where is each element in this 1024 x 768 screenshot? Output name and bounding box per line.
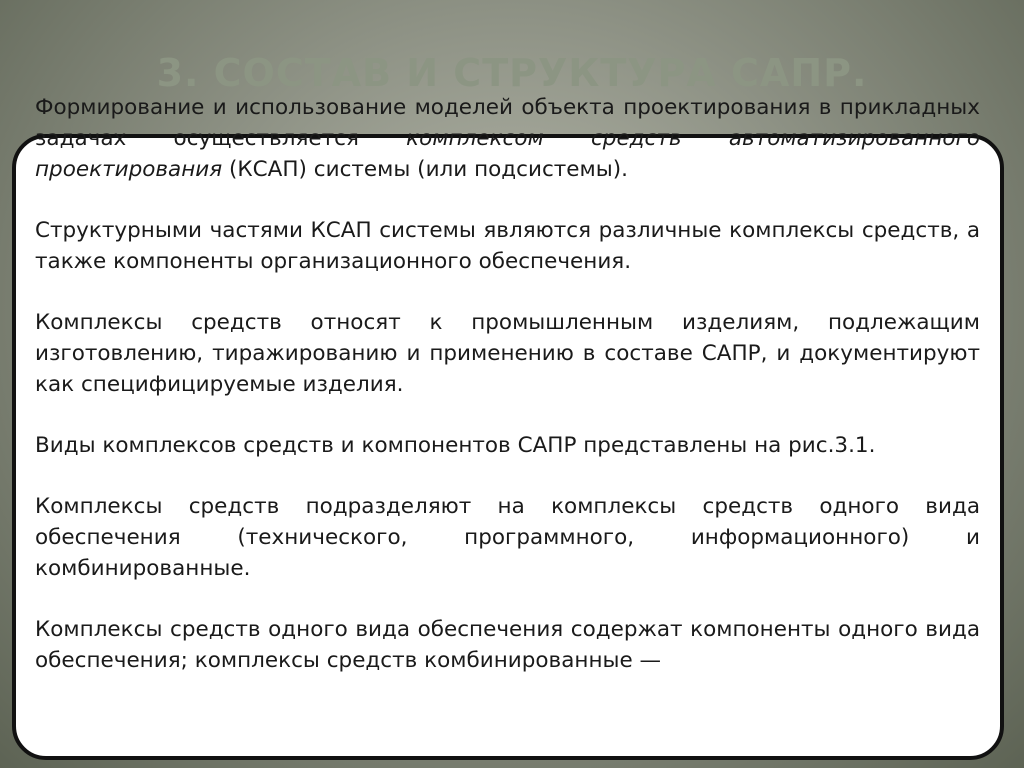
paragraph-complex-types: Комплексы средств подразделяют на комплексы средств одного вида обеспечения (технического, программного, информационного) и комбинированные. [35, 494, 980, 581]
paragraph-ksap-definition [35, 92, 980, 185]
paragraph-ksap-parts: Структурными частями КСАП системы являются различные комплексы средств, а также компоненты организационного обеспечения. [35, 218, 980, 274]
ksap-text-end: (КСАП) системы (или подсистемы). [222, 157, 628, 182]
slide-title: 3. СОСТАВ И СТРУКТУРА САПР. [156, 51, 868, 95]
ksap-text-start: Формирование и использование моделей объекта проектирования в прикладных задачах осуществляется [35, 95, 980, 151]
paragraph-single-type-complexes: Комплексы средств одного вида обеспечения содержат компоненты одного вида обеспечения; комплексы средств комбинированные — [35, 617, 980, 673]
slide-body [35, 92, 980, 706]
paragraph-complexes-products: Комплексы средств относят к промышленным изделиям, подлежащим изготовлению, тиражированию и применению в составе САПР, и документируют как специфицируемые изделия. [35, 310, 980, 397]
paragraph-figure-reference: Виды комплексов средств и компонентов САПР представлены на рис.3.1. [35, 433, 876, 458]
ksap-term-emphasis: комплексом средств автоматизированного проектирования [35, 126, 981, 182]
